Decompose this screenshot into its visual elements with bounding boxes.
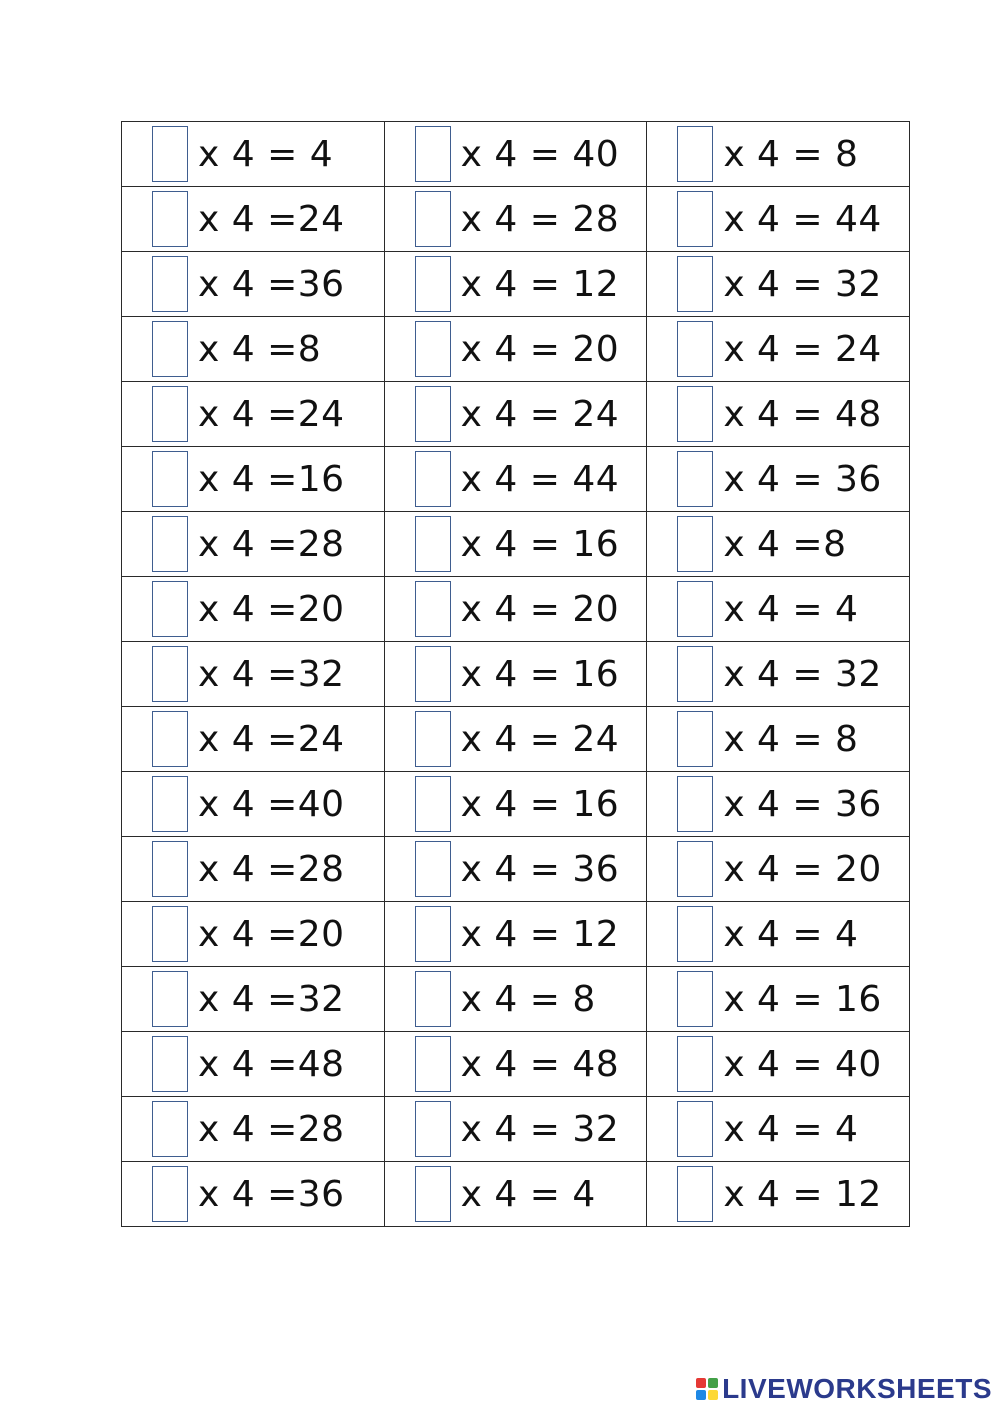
equation-text: x 4 = 36 xyxy=(723,783,882,825)
problem-cell xyxy=(384,447,647,512)
worksheet-row xyxy=(122,1162,910,1227)
equation-text: x 4 = 44 xyxy=(723,198,882,240)
problem-cell xyxy=(384,707,647,772)
problem-cell xyxy=(384,512,647,577)
equation-text: x 4 = 12 xyxy=(460,263,620,305)
problem-cell xyxy=(384,252,647,317)
answer-input-box[interactable] xyxy=(415,1166,451,1222)
problem-cell-content xyxy=(385,512,647,576)
problem-cell-content xyxy=(647,1097,909,1161)
equation-text: x 4 = 4 xyxy=(198,133,334,175)
equation-text: x 4 = 20 xyxy=(460,588,620,630)
problem-cell-content xyxy=(385,577,647,641)
equation-text: x 4 = 16 xyxy=(723,978,882,1020)
worksheet-row xyxy=(122,252,910,317)
problem-cell xyxy=(384,382,647,447)
problem-cell-content xyxy=(647,772,909,836)
problem-cell-content xyxy=(122,772,384,836)
worksheet-row xyxy=(122,1032,910,1097)
problem-cell xyxy=(384,577,647,642)
answer-input-box[interactable] xyxy=(152,906,188,962)
answer-input-box[interactable] xyxy=(677,1101,713,1157)
worksheet-row xyxy=(122,122,910,187)
problem-cell-content xyxy=(647,1032,909,1096)
worksheet-row xyxy=(122,317,910,382)
problem-cell xyxy=(384,1032,647,1097)
problem-cell xyxy=(122,642,385,707)
problem-cell xyxy=(647,122,910,187)
answer-input-box[interactable] xyxy=(152,126,188,182)
problem-cell xyxy=(647,1097,910,1162)
answer-input-box[interactable] xyxy=(415,516,451,572)
worksheet-row xyxy=(122,1097,910,1162)
answer-input-box[interactable] xyxy=(152,776,188,832)
problem-cell-content xyxy=(385,1097,647,1161)
problem-cell-content xyxy=(385,252,647,316)
answer-input-box[interactable] xyxy=(415,711,451,767)
answer-input-box[interactable] xyxy=(677,1036,713,1092)
answer-input-box[interactable] xyxy=(152,191,188,247)
answer-input-box[interactable] xyxy=(152,321,188,377)
equation-text: x 4 =28 xyxy=(198,523,345,565)
problem-cell xyxy=(122,577,385,642)
answer-input-box[interactable] xyxy=(415,646,451,702)
worksheet-row xyxy=(122,382,910,447)
equation-text: x 4 = 4 xyxy=(723,1108,859,1150)
problem-cell xyxy=(122,512,385,577)
answer-input-box[interactable] xyxy=(415,321,451,377)
worksheet-row xyxy=(122,772,910,837)
answer-input-box[interactable] xyxy=(415,451,451,507)
problem-cell-content xyxy=(122,1097,384,1161)
equation-text: x 4 = 40 xyxy=(723,1043,882,1085)
problem-cell-content xyxy=(647,512,909,576)
answer-input-box[interactable] xyxy=(677,256,713,312)
problem-cell xyxy=(647,967,910,1032)
problem-cell-content xyxy=(122,902,384,966)
problem-cell-content xyxy=(385,1032,647,1096)
problem-cell-content xyxy=(122,187,384,251)
problem-cell-content xyxy=(647,447,909,511)
problem-cell-content xyxy=(122,1162,384,1226)
answer-input-box[interactable] xyxy=(677,126,713,182)
answer-input-box[interactable] xyxy=(415,191,451,247)
problem-cell xyxy=(647,772,910,837)
equation-text: x 4 = 40 xyxy=(460,133,620,175)
equation-text: x 4 = 36 xyxy=(723,458,882,500)
equation-text: x 4 =28 xyxy=(198,1108,345,1150)
problem-cell-content xyxy=(647,967,909,1031)
problem-cell-content xyxy=(385,1162,647,1226)
problem-cell xyxy=(647,707,910,772)
problem-cell-content xyxy=(385,187,647,251)
problem-cell xyxy=(384,317,647,382)
problem-cell xyxy=(647,382,910,447)
problem-cell-content xyxy=(385,642,647,706)
problem-cell xyxy=(122,122,385,187)
problem-cell xyxy=(122,967,385,1032)
problem-cell-content xyxy=(385,772,647,836)
answer-input-box[interactable] xyxy=(152,256,188,312)
equation-text: x 4 =8 xyxy=(198,328,322,370)
problem-cell-content xyxy=(122,967,384,1031)
problem-cell-content xyxy=(385,122,647,186)
equation-text: x 4 = 48 xyxy=(723,393,882,435)
equation-text: x 4 =32 xyxy=(198,653,345,695)
answer-input-box[interactable] xyxy=(415,581,451,637)
liveworksheets-logo-icon xyxy=(696,1378,718,1400)
worksheet-row xyxy=(122,902,910,967)
answer-input-box[interactable] xyxy=(677,581,713,637)
equation-text: x 4 =48 xyxy=(198,1043,345,1085)
problem-cell xyxy=(647,642,910,707)
problem-cell xyxy=(647,252,910,317)
problem-cell xyxy=(122,317,385,382)
answer-input-box[interactable] xyxy=(152,1101,188,1157)
problem-cell-content xyxy=(647,1162,909,1226)
answer-input-box[interactable] xyxy=(415,1036,451,1092)
logo-square xyxy=(696,1378,706,1388)
problem-cell-content xyxy=(647,382,909,446)
answer-input-box[interactable] xyxy=(677,386,713,442)
problem-cell xyxy=(647,1162,910,1227)
problem-cell xyxy=(122,707,385,772)
answer-input-box[interactable] xyxy=(152,516,188,572)
problem-cell xyxy=(122,1097,385,1162)
problem-cell xyxy=(122,382,385,447)
problem-cell-content xyxy=(647,187,909,251)
worksheet-row xyxy=(122,447,910,512)
problem-cell-content xyxy=(385,967,647,1031)
equation-text: x 4 = 20 xyxy=(723,848,882,890)
problem-cell-content xyxy=(385,837,647,901)
equation-text: x 4 = 4 xyxy=(723,913,859,955)
equation-text: x 4 = 12 xyxy=(723,1173,882,1215)
answer-input-box[interactable] xyxy=(152,1166,188,1222)
answer-input-box[interactable] xyxy=(152,581,188,637)
worksheet-row xyxy=(122,707,910,772)
equation-text: x 4 = 8 xyxy=(723,133,859,175)
answer-input-box[interactable] xyxy=(415,776,451,832)
answer-input-box[interactable] xyxy=(677,321,713,377)
answer-input-box[interactable] xyxy=(152,386,188,442)
problem-cell xyxy=(647,317,910,382)
answer-input-box[interactable] xyxy=(677,191,713,247)
problem-cell-content xyxy=(122,642,384,706)
equation-text: x 4 =16 xyxy=(198,458,345,500)
problem-cell-content xyxy=(122,317,384,381)
worksheet-row xyxy=(122,512,910,577)
equation-text: x 4 =24 xyxy=(198,198,345,240)
problem-cell xyxy=(647,902,910,967)
answer-input-box[interactable] xyxy=(415,386,451,442)
equation-text: x 4 = 8 xyxy=(723,718,859,760)
answer-input-box[interactable] xyxy=(677,971,713,1027)
problem-cell xyxy=(122,187,385,252)
answer-input-box[interactable] xyxy=(152,971,188,1027)
problem-cell-content xyxy=(122,382,384,446)
problem-cell-content xyxy=(122,447,384,511)
answer-input-box[interactable] xyxy=(152,1036,188,1092)
logo-square xyxy=(708,1390,718,1400)
answer-input-box[interactable] xyxy=(152,841,188,897)
problem-cell xyxy=(647,447,910,512)
answer-input-box[interactable] xyxy=(152,451,188,507)
problem-cell-content xyxy=(647,642,909,706)
problem-cell-content xyxy=(647,122,909,186)
answer-input-box[interactable] xyxy=(677,711,713,767)
problem-cell-content xyxy=(122,252,384,316)
equation-text: x 4 = 44 xyxy=(460,458,620,500)
equation-text: x 4 =24 xyxy=(198,393,345,435)
problem-cell xyxy=(122,252,385,317)
problem-cell xyxy=(384,122,647,187)
problem-cell-content xyxy=(122,122,384,186)
equation-text: x 4 = 8 xyxy=(460,978,596,1020)
problem-cell xyxy=(384,837,647,902)
problem-cell xyxy=(122,447,385,512)
problem-cell-content xyxy=(647,577,909,641)
answer-input-box[interactable] xyxy=(677,646,713,702)
answer-input-box[interactable] xyxy=(677,1166,713,1222)
worksheet-row xyxy=(122,967,910,1032)
worksheet-row xyxy=(122,837,910,902)
problem-cell xyxy=(122,902,385,967)
answer-input-box[interactable] xyxy=(677,841,713,897)
equation-text: x 4 = 24 xyxy=(460,393,620,435)
equation-text: x 4 =20 xyxy=(198,588,345,630)
equation-text: x 4 = 24 xyxy=(723,328,882,370)
equation-text: x 4 =36 xyxy=(198,1173,345,1215)
problem-cell-content xyxy=(122,837,384,901)
problem-cell-content xyxy=(647,902,909,966)
problem-cell xyxy=(122,1162,385,1227)
problem-cell xyxy=(122,837,385,902)
problem-cell-content xyxy=(122,512,384,576)
problem-cell-content xyxy=(647,317,909,381)
problem-cell xyxy=(384,187,647,252)
worksheet-row xyxy=(122,577,910,642)
equation-text: x 4 =20 xyxy=(198,913,345,955)
problem-cell-content xyxy=(122,1032,384,1096)
problem-cell xyxy=(647,512,910,577)
brand-name: LIVEWORKSHEETS xyxy=(722,1373,992,1404)
answer-input-box[interactable] xyxy=(415,906,451,962)
problem-cell-content xyxy=(385,447,647,511)
answer-input-box[interactable] xyxy=(415,841,451,897)
equation-text: x 4 =32 xyxy=(198,978,345,1020)
equation-text: x 4 =28 xyxy=(198,848,345,890)
problem-cell-content xyxy=(385,382,647,446)
equation-text: x 4 =40 xyxy=(198,783,345,825)
problem-cell xyxy=(647,187,910,252)
answer-input-box[interactable] xyxy=(677,516,713,572)
problem-cell-content xyxy=(122,707,384,771)
equation-text: x 4 = 32 xyxy=(723,263,882,305)
worksheet-row xyxy=(122,642,910,707)
equation-text: x 4 =8 xyxy=(723,523,847,565)
equation-text: x 4 = 28 xyxy=(460,198,620,240)
problem-cell-content xyxy=(647,707,909,771)
logo-square xyxy=(708,1378,718,1388)
answer-input-box[interactable] xyxy=(415,1101,451,1157)
answer-input-box[interactable] xyxy=(677,906,713,962)
answer-input-box[interactable] xyxy=(677,776,713,832)
equation-text: x 4 = 4 xyxy=(723,588,859,630)
logo-square xyxy=(696,1390,706,1400)
problem-cell xyxy=(647,577,910,642)
equation-text: x 4 = 12 xyxy=(460,913,620,955)
answer-input-box[interactable] xyxy=(152,711,188,767)
equation-text: x 4 = 32 xyxy=(460,1108,620,1150)
problem-cell-content xyxy=(122,577,384,641)
problem-cell xyxy=(384,902,647,967)
equation-text: x 4 = 36 xyxy=(460,848,620,890)
problem-cell-content xyxy=(647,252,909,316)
problem-cell xyxy=(384,1097,647,1162)
equation-text: x 4 = 32 xyxy=(723,653,882,695)
equation-text: x 4 =24 xyxy=(198,718,345,760)
equation-text: x 4 = 16 xyxy=(460,523,620,565)
answer-input-box[interactable] xyxy=(415,126,451,182)
problem-cell-content xyxy=(385,902,647,966)
problem-cell-content xyxy=(385,317,647,381)
equation-text: x 4 = 48 xyxy=(460,1043,620,1085)
equation-text: x 4 = 20 xyxy=(460,328,620,370)
problem-cell-content xyxy=(647,837,909,901)
problem-cell-content xyxy=(385,707,647,771)
problem-cell xyxy=(122,1032,385,1097)
answer-input-box[interactable] xyxy=(415,256,451,312)
equation-text: x 4 = 16 xyxy=(460,783,620,825)
problem-cell xyxy=(384,967,647,1032)
problem-cell xyxy=(384,1162,647,1227)
equation-text: x 4 = 16 xyxy=(460,653,620,695)
answer-input-box[interactable] xyxy=(152,646,188,702)
equation-text: x 4 = 4 xyxy=(460,1173,596,1215)
problem-cell xyxy=(384,772,647,837)
problem-cell xyxy=(647,837,910,902)
equation-text: x 4 =36 xyxy=(198,263,345,305)
worksheet-row xyxy=(122,187,910,252)
equation-text: x 4 = 24 xyxy=(460,718,620,760)
answer-input-box[interactable] xyxy=(415,971,451,1027)
problem-cell xyxy=(384,642,647,707)
multiplication-table xyxy=(121,121,910,1227)
liveworksheets-brand xyxy=(696,1373,992,1405)
problem-cell xyxy=(647,1032,910,1097)
problem-cell xyxy=(122,772,385,837)
answer-input-box[interactable] xyxy=(677,451,713,507)
